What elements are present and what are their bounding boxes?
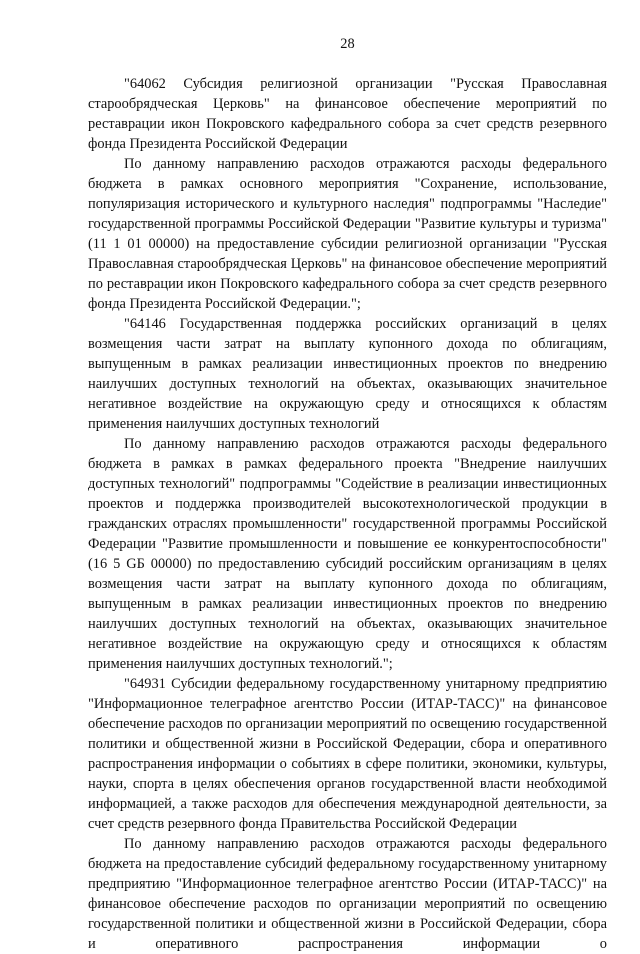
paragraph-64146-title: "64146 Государственная поддержка российских организаций в целях возмещения части затрат на выплату купонного дохода по облигациям, выпущенным в рамках реализации инвестиционных проектов по внедрению наилучших доступных технологий на объектах, оказывающих значительное негативное воздействие на окружающую среду и относящихся к областям применения наилучших доступных технологий [88,316,607,432]
paragraph-64062-description: По данному направлению расходов отражаются расходы федерального бюджета в рамках основного мероприятия "Сохранение, использование, популяризация исторического и культурного наследия" подпрограммы "Наследие" государственной программы Российской Федерации "Развитие культуры и туризма" (11 1 01 00000) на предоставление субсидии религиозной организации "Русская Православная старообрядческая Церковь" на финансовое обеспечение мероприятий по реставрации икон Покровского кафедрального собора за счет средств резервного фонда Президента Российской Федерации."; [88,156,607,312]
paragraph-64062-title: "64062 Субсидия религиозной организации "Русская Православная старообрядческая Церковь" на финансовое обеспечение мероприятий по реставрации икон Покровского кафедрального собора за счет средств резервного фонда Президента Российской Федерации [88,76,607,152]
paragraph-64931-description: По данному направлению расходов отражаются расходы федерального бюджета на предоставление субсидий федеральному государственному унитарному предприятию "Информационное телеграфное агентство России (ИТАР-ТАСС)" на финансовое обеспечение расходов по организации мероприятий по освещению государственной политики и общественной жизни в Российской Федерации, сбора и оперативного распространения информации о [88,836,607,952]
paragraph-64146-description: По данному направлению расходов отражаются расходы федерального бюджета в рамках в рамках федерального проекта "Внедрение наилучших доступных технологий" подпрограммы "Содействие в реализации инвестиционных проектов и поддержка производителей высокотехнологической продукции в гражданских отраслях промышленности" государственной программы Российской Федерации "Развитие промышленности и повышение ее конкурентоспособности" (16 5 GБ 00000) по предоставлению субсидий российским организациям в целях возмещения части затрат на выплату купонного дохода по облигациям, выпущенным в рамках реализации инвестиционных проектов по внедрению наилучших доступных технологий на объектах, оказывающих значительное негативное воздействие на окружающую среду и относящихся к областям применения наилучших доступных технологий."; [88,436,607,672]
page-number: 28 [340,36,355,52]
paragraph-64931-title: "64931 Субсидии федеральному государственному унитарному предприятию "Информационное телеграфное агентство России (ИТАР-ТАСС)" на финансовое обеспечение расходов по организации мероприятий по освещению государственной политики и общественной жизни в Российской Федерации, сбора и оперативного распространения информации о событиях в сфере политики, экономики, культуры, науки, спорта в целях обеспечения органов государственной власти необходимой информацией, а также расходов для обеспечения международной деятельности, за счет средств резервного фонда Правительства Российской Федерации [88,676,607,832]
